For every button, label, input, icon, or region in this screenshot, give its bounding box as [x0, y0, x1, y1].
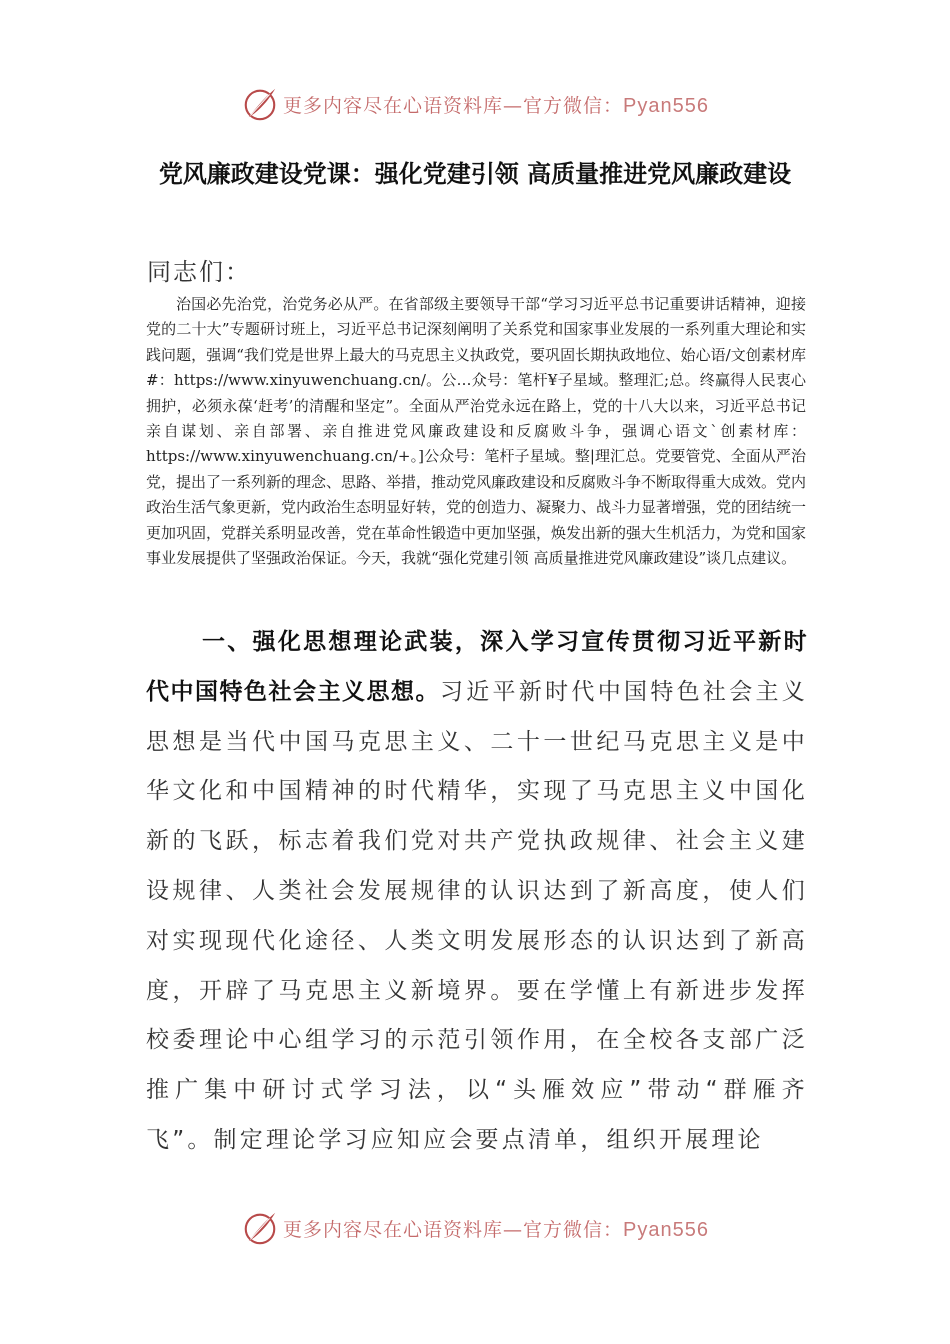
section-one [146, 618, 808, 1166]
feather-pen-logo-icon [241, 85, 279, 123]
wechat-id: Pyan556 [623, 1218, 709, 1241]
banner-text: 更多内容尽在心语资料库—官方微信：Pyan556 [283, 94, 709, 117]
header-banner [0, 84, 950, 124]
intro-paragraph: 治国必先治党，治党务必从严。在省部级主要领导干部“学习习近平总书记重要讲话精神，迎接党的二十大”专题研讨班上，习近平总书记深刻阐明了关系党和国家事业发展的一系列重大理论和实践问题，强调“我们党是世界上最大的马克思主义执政党，要巩固长期执政地位、始心语/文创素材库#：https://www.xinyuwenchuang.cn/。公…众号：笔杆¥子星域。整理汇;总。终赢得人民衷心拥护，必须永葆‘赶考’的清醒和坚定”。全面从严治党永远在路上，党的十八大以来，习近平总书记亲自谋划、亲自部署、亲自推进党风廉政建设和反腐败斗争，强调心语文`创素材库：https://www.xinyuwenchuang.cn/+。]公众号：笔杆子星域。整|理汇总。党要管党、全面从严治党，提出了一系列新的理念、思路、举措，推动党风廉政建设和反腐败斗争不断取得重大成效。党内政治生活气象更新，党内政治生态明显好转，党的创造力、凝聚力、战斗力显著增强，党的团结统一更加巩固，党群关系明显改善，党在革命性锻造中更加坚强，焕发出新的强大生机活力，为党和国家事业发展提供了坚强政治保证。今天，我就“强化党建引领 高质量推进党风廉政建设”谈几点建议。 [146, 295, 807, 568]
greeting: 同志们： [147, 258, 251, 286]
footer-banner [0, 1208, 950, 1248]
section-body: 习近平新时代中国特色社会主义思想是当代中国马克思主义、二十一世纪马克思主义是中华文化和中国精神的时代精华，实现了马克思主义中国化新的飞跃，标志着我们党对共产党执政规律、社会主义建设规律、人类社会发展规律的认识达到了新高度，使人们对实现现代化途径、人类文明发展形态的认识达到了新高度，开辟了马克思主义新境界。要在学懂上有新进步发挥校委理论中心组学习的示范引领作用，在全校各支部广泛推广集中研讨式学习法，以“头雁效应”带动“群雁齐飞”。制定理论学习应知应会要点清单，组织开展理论 [146, 678, 808, 1153]
feather-pen-logo-icon [241, 1209, 279, 1247]
banner-text: 更多内容尽在心语资料库—官方微信：Pyan556 [283, 1218, 709, 1241]
wechat-id: Pyan556 [623, 94, 709, 117]
section-heading: 一、强化思想理论武装，深入学习宣传贯彻习近平新时代中国特色社会主义思想。 [146, 629, 808, 705]
document-title: 党风廉政建设党课：强化党建引领 高质量推进党风廉政建设 [158, 160, 792, 188]
